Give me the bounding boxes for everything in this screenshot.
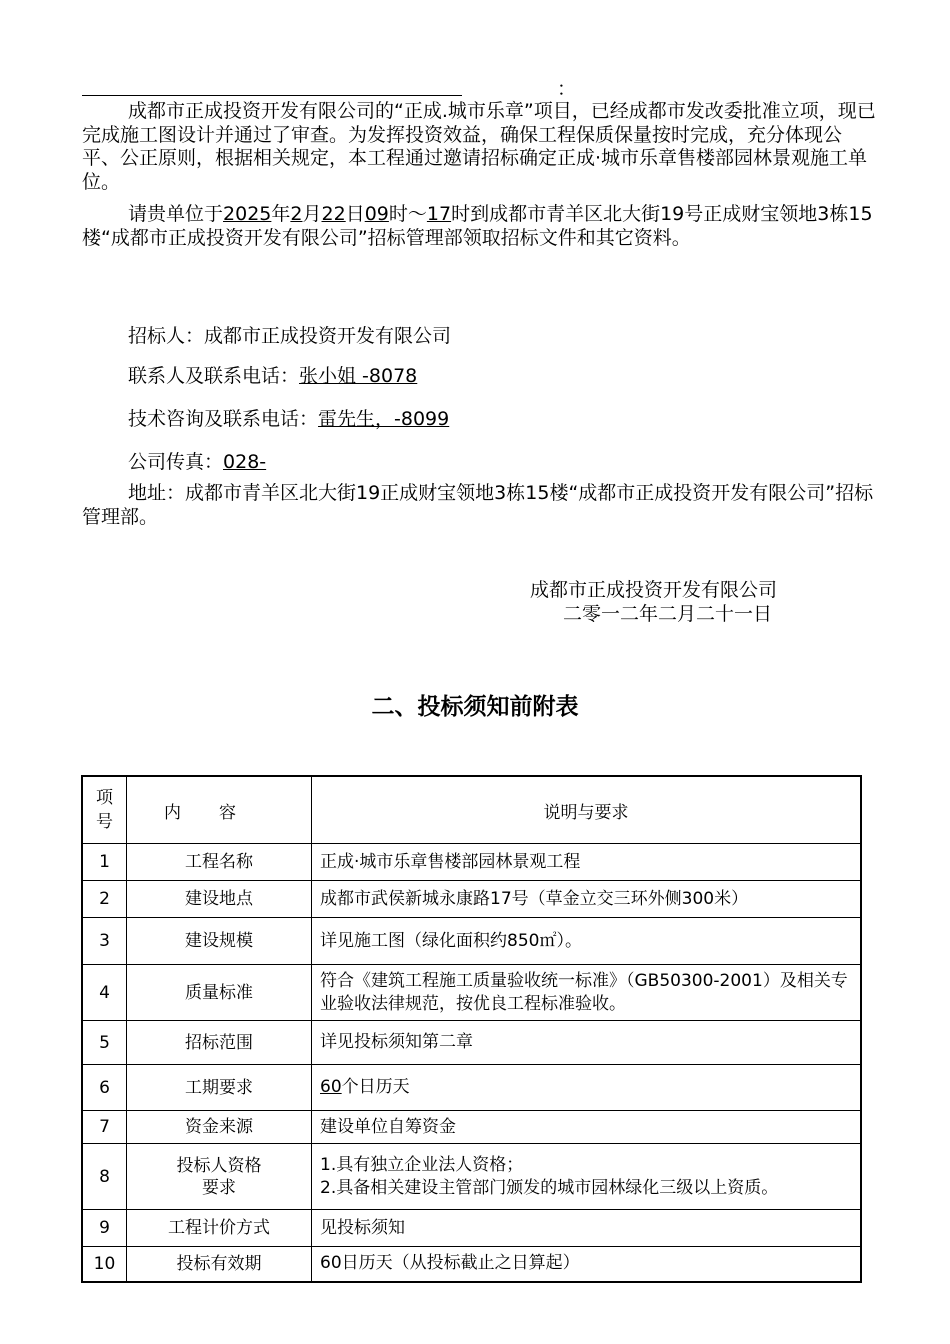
row-desc: 符合《建筑工程施工质量验收统一标准》（GB50300-2001）及相关专业验收法律规范，按优良工程标准验收。 xyxy=(312,965,862,1021)
row-no: 2 xyxy=(82,881,127,918)
table-header-row xyxy=(82,776,861,844)
table-row xyxy=(82,844,861,881)
row-desc: 正成·城市乐章售楼部园林景观工程 xyxy=(312,844,862,881)
p2-text: 请贵单位于 xyxy=(128,203,224,225)
p2-year: 2025 xyxy=(223,203,272,225)
recipient-underline xyxy=(82,95,462,96)
table-row xyxy=(82,1111,861,1144)
table-row xyxy=(82,965,861,1021)
header-content xyxy=(127,776,312,844)
fax-label: 公司传真： xyxy=(128,451,224,473)
row-name: 工程计价方式 xyxy=(127,1210,312,1247)
letter-paragraph-2 xyxy=(82,203,878,250)
row-name: 资金来源 xyxy=(127,1111,312,1144)
row-name: 投标有效期 xyxy=(127,1247,312,1282)
row-name-line: 投标人资格 xyxy=(176,1155,262,1176)
row-no: 7 xyxy=(82,1111,127,1144)
letter-paragraph-1: 成都市正成投资开发有限公司的“正成.城市乐章”项目，已经成都市发改委批准立项，现已完成施工图设计并通过了审查。为发挥投资效益，确保工程保质保量按时完成，充分体现公平、公正原则，根据相关规定，本工程通过邀请招标确定正成·城市乐章售楼部园林景观施工单位。 xyxy=(82,100,876,193)
header-description: 说明与要求 xyxy=(312,776,862,844)
row-desc: 成都市武侯新城永康路17号（草金立交三环外侧300米） xyxy=(312,881,862,918)
p2-start-hour: 09 xyxy=(364,203,389,225)
row-desc: 60日历天（从投标截止之日算起） xyxy=(312,1247,862,1282)
row-no: 6 xyxy=(82,1065,127,1111)
p2-text: 时～ xyxy=(388,203,427,225)
row-desc: 详见施工图（绿化面积约850㎡）。 xyxy=(312,918,862,965)
p2-day: 22 xyxy=(321,203,346,225)
row-no: 1 xyxy=(82,844,127,881)
signature-date: 二零一二年二月二十一日 xyxy=(563,603,773,625)
row-name xyxy=(127,1144,312,1210)
table-row xyxy=(82,881,861,918)
tech-consult-line xyxy=(128,407,449,431)
row-desc-line: 2.具备相关建设主管部门颁发的城市园林绿化三级以上资质。 xyxy=(320,1177,779,1198)
recipient-colon: ： xyxy=(557,78,577,100)
row-desc xyxy=(312,1065,862,1111)
table-row xyxy=(82,1021,861,1065)
row-name: 建设规模 xyxy=(127,918,312,965)
header-content-text: 内容 xyxy=(164,802,274,823)
contact-value: 张小姐 -8078 xyxy=(299,365,418,387)
p2-text: 年 xyxy=(271,203,291,225)
row-name-line: 要求 xyxy=(202,1177,236,1198)
fax-line xyxy=(128,450,266,474)
table-row xyxy=(82,1144,861,1210)
row-name: 质量标准 xyxy=(127,965,312,1021)
row-desc xyxy=(312,1144,862,1210)
duration-days: 60 xyxy=(320,1077,342,1097)
table-row xyxy=(82,1247,861,1282)
header-item-no xyxy=(82,776,127,844)
recipient-blank xyxy=(82,78,577,100)
address-paragraph: 地址：成都市青羊区北大街19正成财宝领地3栋15楼“成都市正成投资开发有限公司”招标管理部。 xyxy=(82,482,874,528)
signature-company: 成都市正成投资开发有限公司 xyxy=(530,579,778,601)
contact-line xyxy=(128,364,417,388)
tenderer-line xyxy=(128,324,451,348)
row-no: 9 xyxy=(82,1210,127,1247)
p2-month: 2 xyxy=(290,203,303,225)
p2-text: 月 xyxy=(302,203,322,225)
row-desc: 见投标须知 xyxy=(312,1210,862,1247)
row-no: 8 xyxy=(82,1144,127,1210)
tech-value: 雷先生，-8099 xyxy=(318,408,450,430)
p2-text: 时到成都市青羊区北大街19号正成财宝领地3栋15楼“成都市正成投资开发有限公司”招标管理部领取招标文件和其它资料。 xyxy=(82,203,873,249)
p2-end-hour: 17 xyxy=(426,203,452,225)
header-item-no-text: 项号 xyxy=(96,788,113,832)
row-no: 4 xyxy=(82,965,127,1021)
row-name: 工程名称 xyxy=(127,844,312,881)
row-no: 10 xyxy=(82,1247,127,1282)
row-no: 5 xyxy=(82,1021,127,1065)
table-row xyxy=(82,1065,861,1111)
table-row xyxy=(82,1210,861,1247)
row-desc-line: 1.具有独立企业法人资格； xyxy=(320,1154,524,1175)
contact-label: 联系人及联系电话： xyxy=(128,365,300,387)
row-name: 招标范围 xyxy=(127,1021,312,1065)
table-row xyxy=(82,918,861,965)
section-title: 二、投标须知前附表 xyxy=(371,694,579,720)
fax-value: 028- xyxy=(223,451,267,473)
row-name: 工期要求 xyxy=(127,1065,312,1111)
duration-unit: 个日历天 xyxy=(341,1077,410,1097)
row-desc: 建设单位自筹资金 xyxy=(312,1111,862,1144)
p2-text: 日 xyxy=(345,203,365,225)
row-desc: 详见投标须知第二章 xyxy=(312,1021,862,1065)
row-no: 3 xyxy=(82,918,127,965)
tenderer-value: 成都市正成投资开发有限公司 xyxy=(204,325,452,347)
tenderer-label: 招标人： xyxy=(128,325,205,347)
tech-label: 技术咨询及联系电话： xyxy=(128,408,319,430)
requirements-table xyxy=(81,775,862,1283)
row-name: 建设地点 xyxy=(127,881,312,918)
